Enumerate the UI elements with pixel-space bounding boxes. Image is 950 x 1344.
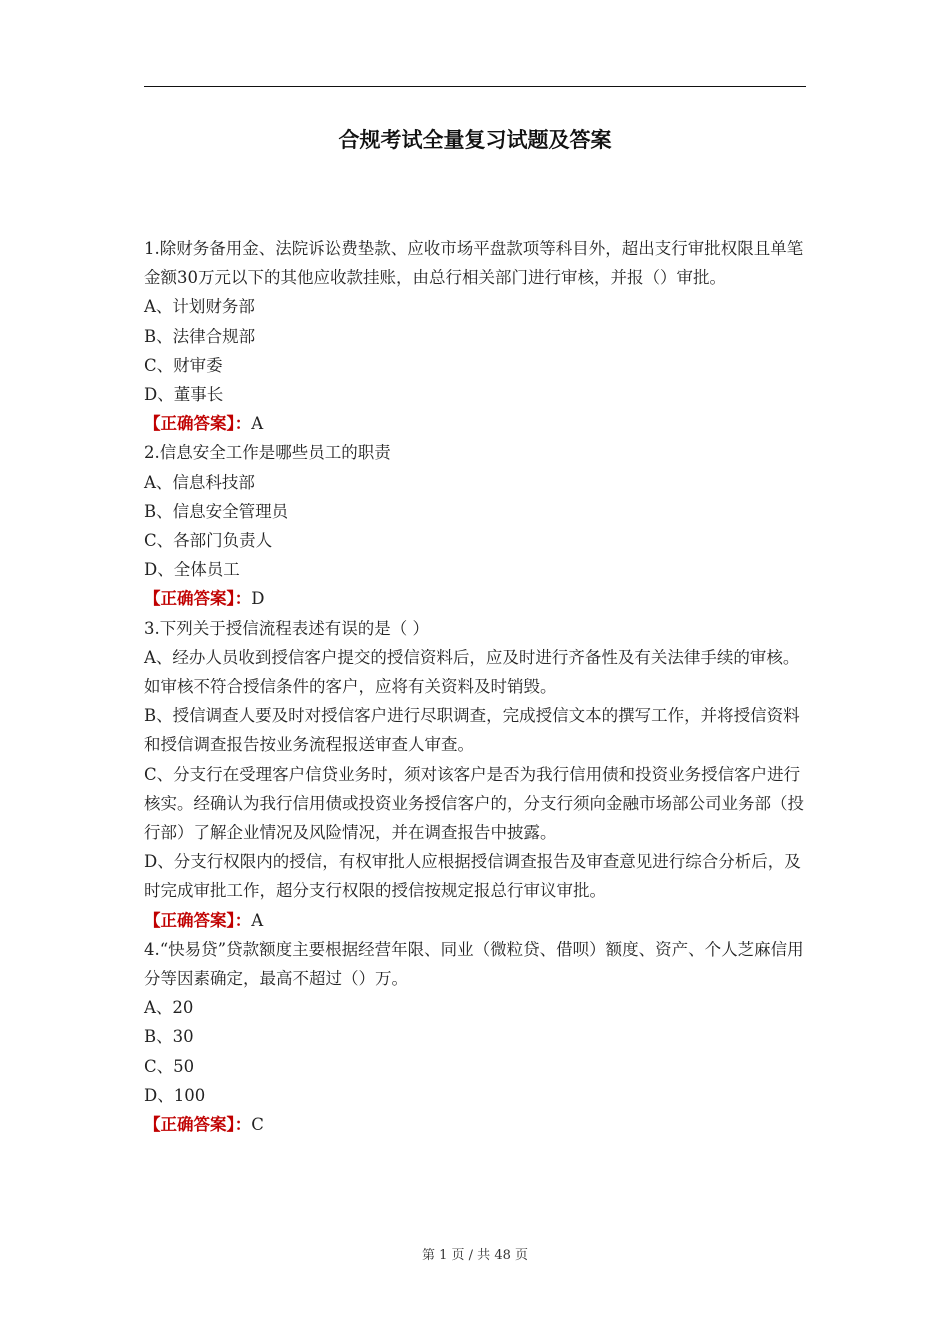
answer-label: 【正确答案】： <box>144 910 252 930</box>
option-item: B、法律合规部 <box>144 326 256 346</box>
question-stem: 3.下列关于授信流程表述有误的是（ ） <box>144 618 429 638</box>
question-stem: 2.信息安全工作是哪些员工的职责 <box>144 443 391 463</box>
answer-line <box>144 584 808 613</box>
option-item: C、财审委 <box>144 355 223 375</box>
option-item: D、董事长 <box>144 385 224 405</box>
option-item: A、信息科技部 <box>144 472 255 492</box>
option-item: A、20 <box>144 998 194 1018</box>
option-item: B、30 <box>144 1027 194 1047</box>
option-item: C、50 <box>144 1056 195 1076</box>
option-item: C、分支行在受理客户信贷业务时，须对该客户是否为我行信用债和投资业务授信客户进行核实。经确认为我行信用债或投资业务授信客户的，分支行须向金融市场部公司业务部（投行部）了解企业情况及风险情况，并在调查报告中披露。 <box>144 764 804 843</box>
option-item: A、经办人员收到授信客户提交的授信资料后，应及时进行齐备性及有关法律手续的审核。如审核不符合授信条件的客户，应将有关资料及时销毁。 <box>144 647 800 697</box>
option-item: B、信息安全管理员 <box>144 501 289 521</box>
question-block <box>144 935 808 1139</box>
question-stem: 1.除财务备用金、法院诉讼费垫款、应收市场平盘款项等科目外，超出支行审批权限且单笔金额30万元以下的其他应收款挂账，由总行相关部门进行审核，并报（）审批。 <box>144 239 804 288</box>
option-item: D、分支行权限内的授信，有权审批人应根据授信调查报告及审查意见进行综合分析后，及时完成审批工作，超分支行权限的授信按规定报总行审议审批。 <box>144 852 801 901</box>
question-block <box>144 614 808 935</box>
answer-value: A <box>251 414 264 434</box>
page-footer: 第 1 页 / 共 48 页 <box>422 1248 528 1263</box>
answer-label: 【正确答案】： <box>144 1115 252 1135</box>
answer-label: 【正确答案】： <box>144 414 252 434</box>
document-title: 合规考试全量复习试题及答案 <box>338 127 612 152</box>
option-item: C、各部门负责人 <box>144 531 273 551</box>
question-list <box>144 234 808 1139</box>
answer-value: D <box>251 589 265 609</box>
option-item: D、100 <box>144 1085 206 1105</box>
option-item: A、计划财务部 <box>144 297 255 317</box>
answer-line <box>144 409 808 438</box>
question-block <box>144 438 808 613</box>
question-block <box>144 234 808 438</box>
answer-line <box>144 906 808 935</box>
option-item: B、授信调查人要及时对授信客户进行尽职调查，完成授信文本的撰写工作，并将授信资料和授信调查报告按业务流程报送审查人审查。 <box>144 706 800 755</box>
answer-value: A <box>251 910 264 930</box>
option-item: D、全体员工 <box>144 560 240 580</box>
answer-value: C <box>251 1115 264 1135</box>
header-rule <box>144 86 806 87</box>
question-stem: 4.“快易贷”贷款额度主要根据经营年限、同业（微粒贷、借呗）额度、资产、个人芝麻信用分等因素确定，最高不超过（）万。 <box>144 939 804 989</box>
answer-line <box>144 1110 808 1139</box>
answer-label: 【正确答案】： <box>144 589 252 609</box>
